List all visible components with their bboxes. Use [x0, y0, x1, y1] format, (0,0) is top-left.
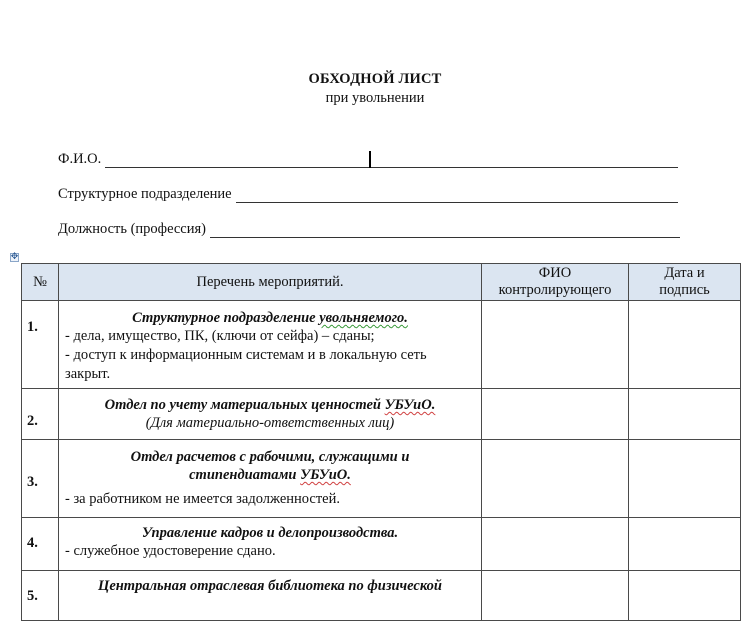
row-line: - дела, имущество, ПК, (ключи от сейфа) – сданы; [65, 328, 375, 344]
table-row [22, 518, 741, 571]
row-heading: Управление кадров и делопроизводства. [141, 525, 399, 541]
row-number [22, 389, 59, 440]
text-cursor [369, 151, 371, 168]
row-item-cell[interactable] [59, 440, 482, 518]
row-number-text: 3. [27, 474, 38, 490]
row-heading [65, 448, 475, 484]
row-number [22, 518, 59, 571]
row-date-cell[interactable] [629, 440, 741, 518]
row-date-cell[interactable] [629, 389, 741, 440]
field-fio-label: Ф.И.О. [58, 151, 102, 167]
header-date-line2: подпись [659, 282, 710, 298]
document-title: ОБХОДНОЙ ЛИСТ [308, 71, 442, 87]
row-heading-text: Структурное подразделение [132, 310, 320, 326]
row-fio-cell[interactable] [482, 301, 629, 389]
row-item-cell[interactable] [59, 518, 482, 571]
row-heading-text: стипендиатами [189, 467, 301, 483]
row-note: (Для материально-ответственных лиц) [145, 415, 395, 431]
row-number [22, 301, 59, 389]
table-row [22, 571, 741, 621]
header-fio-line2: контролирующего [498, 282, 612, 298]
field-position-input[interactable] [210, 221, 680, 238]
row-item-cell[interactable] [59, 571, 482, 621]
row-fio-cell[interactable] [482, 389, 629, 440]
header-item: Перечень мероприятий. [59, 264, 482, 301]
spellcheck-flag: увольняемого. [319, 310, 408, 326]
field-department[interactable] [58, 183, 678, 203]
table-row [22, 440, 741, 518]
row-item-cell[interactable] [59, 301, 482, 389]
row-number-text: 1. [27, 319, 38, 335]
document-subtitle: при увольнении [325, 90, 425, 106]
row-heading-text: Отдел по учету материальных ценностей [104, 397, 385, 413]
header-num: № [22, 264, 59, 301]
field-position-label: Должность (профессия) [58, 221, 206, 237]
row-date-cell[interactable] [629, 301, 741, 389]
row-fio-cell[interactable] [482, 518, 629, 571]
field-department-label: Структурное подразделение [58, 186, 232, 202]
row-number [22, 571, 59, 621]
table-header-row [22, 264, 741, 301]
row-date-cell[interactable] [629, 571, 741, 621]
header-date [629, 264, 741, 301]
row-line: - доступ к информационным системам и в локальную сеть закрыт. [65, 347, 427, 382]
row-line: - за работником не имеется задолженностей. [65, 491, 340, 507]
row-number-text: 4. [27, 535, 38, 551]
header-fio-line1: ФИО [538, 265, 572, 281]
table-row [22, 389, 741, 440]
row-number [22, 440, 59, 518]
field-fio[interactable] [58, 148, 678, 168]
table-row [22, 301, 741, 389]
move-cross-icon[interactable]: ✥ [10, 252, 19, 262]
field-position[interactable] [58, 218, 680, 238]
row-date-cell[interactable] [629, 518, 741, 571]
row-fio-cell[interactable] [482, 440, 629, 518]
row-heading: Центральная отраслевая библиотека по физической [98, 578, 442, 594]
field-department-input[interactable] [236, 186, 678, 203]
checklist-table [21, 263, 741, 621]
row-heading [65, 396, 475, 414]
row-number-text: 5. [27, 588, 38, 604]
row-fio-cell[interactable] [482, 571, 629, 621]
spellcheck-flag: УБУиО. [384, 397, 436, 413]
row-line: - служебное удостоверение сдано. [65, 543, 276, 559]
header-fio [482, 264, 629, 301]
row-number-text: 2. [27, 413, 38, 429]
field-fio-input[interactable] [105, 151, 678, 168]
row-heading-text: Отдел расчетов с рабочими, служащими и [130, 449, 410, 465]
row-item-cell[interactable] [59, 389, 482, 440]
header-date-line1: Дата и [664, 265, 705, 281]
row-heading [65, 309, 475, 327]
spellcheck-flag: УБУиО. [300, 467, 351, 483]
